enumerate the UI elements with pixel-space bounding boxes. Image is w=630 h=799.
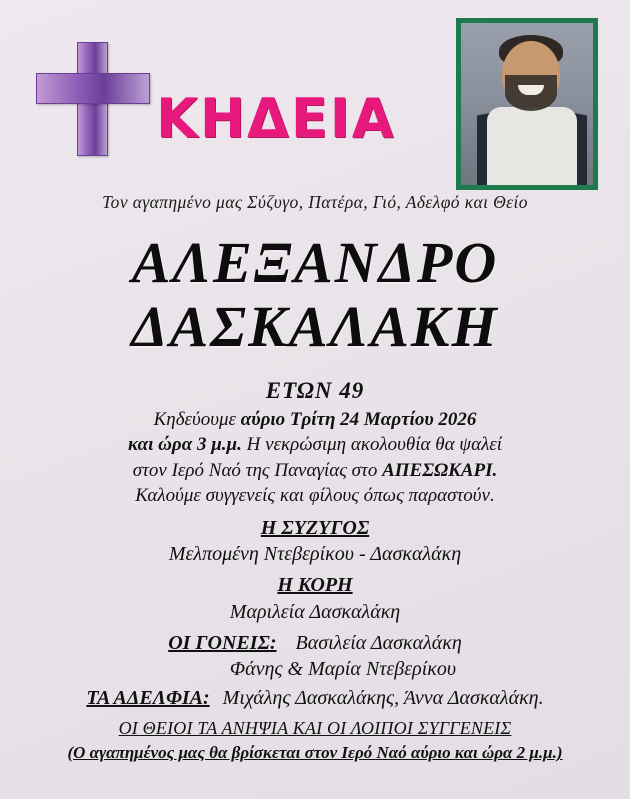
siblings-row: [0, 685, 630, 712]
poster-header: [0, 0, 630, 190]
wife-name: Μελπομένη Ντεβερίκου - Δασκαλάκη: [168, 543, 462, 566]
siblings-names: Μιχάλης Δασκαλάκης, Άννα Δασκαλάκη.: [222, 687, 544, 710]
footnote: (Ο αγαπημένος μας θα βρίσκεται στον Ιερό Ναό αύριο και ώρα 2 μ.μ.): [67, 743, 563, 763]
daughter-name: Μαριλεία Δασκαλάκη: [229, 600, 401, 623]
service-time: και ώρα 3 μ.μ.: [127, 434, 242, 456]
photo-shirt: [487, 107, 577, 190]
age-line: ΕΤΩΝ 49: [265, 377, 365, 403]
church-location: ΑΠΕΣΩΚΑΡΙ.: [382, 459, 498, 481]
parents-row: [0, 630, 630, 657]
siblings-header: ΤΑ ΑΔΕΛΦΙΑ:: [86, 687, 210, 710]
service-line-1: [0, 407, 630, 432]
relatives-line: ΟΙ ΘΕΙΟΙ ΤΑ ΑΝΗΨΙΑ ΚΑΙ ΟΙ ΛΟΙΠΟΙ ΣΥΓΓΕΝΕΙΣ: [118, 718, 512, 739]
service-details: [0, 376, 630, 765]
service-date: αύριο Τρίτη 24 Μαρτίου 2026: [240, 408, 477, 430]
parents-header: ΟΙ ΓΟΝΕΙΣ:: [168, 631, 277, 654]
parents-name-2: Φάνης & Μαρία Ντεβερίκου: [229, 658, 457, 681]
deceased-last-name: ΔΑΣΚΑΛΑΚΗ: [131, 294, 499, 360]
deceased-photo: [456, 18, 598, 190]
cross-horizontal-bar: [36, 73, 150, 104]
service-line-2: [0, 432, 630, 457]
relationship-subtitle: Τον αγαπημένο μας Σύζυγο, Πατέρα, Γιό, Αδελφό και Θείο: [102, 192, 528, 212]
service-line-1-prefix: Κηδεύουμε: [153, 408, 241, 430]
service-line-3: [0, 458, 630, 483]
church-prefix: στον Ιερό Ναό της Παναγίας στο: [132, 459, 383, 481]
page-title: ΚΗΔΕΙΑ: [156, 87, 396, 150]
wife-header: Η ΣΥΖΥΓΟΣ: [260, 516, 370, 539]
daughter-header: Η ΚΟΡΗ: [277, 574, 353, 597]
cross-icon: [36, 42, 148, 154]
parents-name-1: Βασιλεία Δασκαλάκη: [295, 631, 462, 654]
photo-background: [461, 23, 593, 185]
service-line-2-rest: Η νεκρώσιμη ακολουθία θα ψαλεί: [241, 434, 503, 456]
service-line-4: Καλούμε συγγενείς και φίλους όπως παραστούν.: [135, 485, 495, 507]
deceased-first-name: ΑΛΕΞΑΝΔΡΟ: [131, 230, 499, 295]
